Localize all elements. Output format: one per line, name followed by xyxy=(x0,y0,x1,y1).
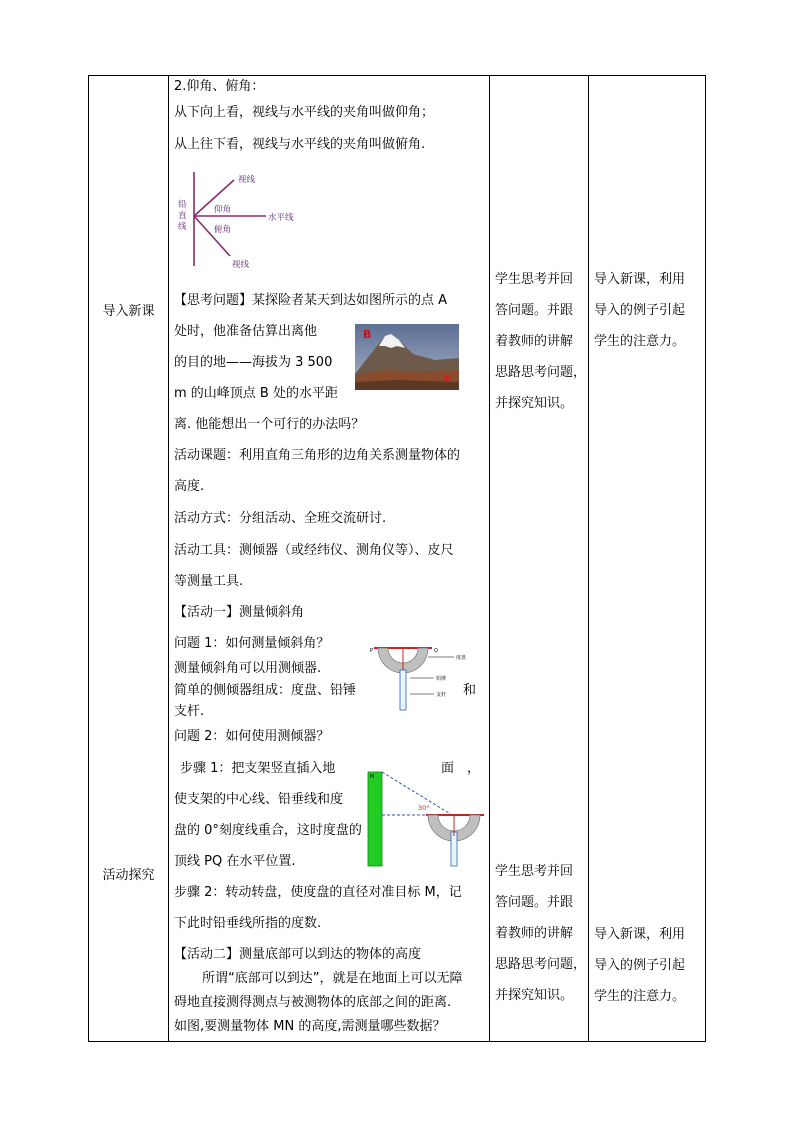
intent-line: 导入的例子引起 xyxy=(594,958,686,973)
student-line: 学生思考并回 xyxy=(495,864,574,879)
angle-elevation-def: 从下向上看，视线与水平线的夹角叫做仰角； xyxy=(174,105,435,120)
design-intent-intro xyxy=(594,264,704,357)
intent-line: 导入的例子引起 xyxy=(594,303,686,318)
step1-line-3: 盘的 0°刻度线重合，这时度盘的 xyxy=(174,823,362,838)
intent-line: 学生的注意力。 xyxy=(594,989,686,1004)
student-line: 学生思考并回 xyxy=(495,272,574,287)
intent-line: 导入新课，利用 xyxy=(594,927,686,942)
label-rod: 支杆 xyxy=(436,692,447,698)
angle-depression-def: 从上往下看，视线与水平线的夹角叫做俯角. xyxy=(174,137,426,152)
photo-label-b: B xyxy=(363,328,372,341)
question-1-answer-c: 支杆. xyxy=(174,704,205,719)
think-line-4: m 的山峰顶点 B 处的水平距 xyxy=(174,386,338,401)
topic-line-2: 高度. xyxy=(174,479,205,494)
student-line: 着教师的讲解 xyxy=(495,334,574,349)
target-pole xyxy=(368,772,382,866)
label-vertical-1: 铅 xyxy=(178,200,187,210)
step1-line-2: 使支架的中心线、铅垂线和度 xyxy=(174,792,344,807)
student-line: 答问题。并跟 xyxy=(495,895,574,910)
design-intent-explore xyxy=(594,919,704,1012)
label-sight-down: 视线 xyxy=(232,260,250,270)
row-label-intro: 导入新课 xyxy=(102,304,155,319)
label-q: Q xyxy=(434,648,438,654)
label-vertical-3: 线 xyxy=(178,222,187,232)
step1-word-mian: 面 xyxy=(441,761,455,776)
label-plate: 度盘 xyxy=(456,655,467,661)
think-line-1: 【思考问题】某探险者某天到达如图所示的点 A xyxy=(174,293,448,308)
mountain-photo xyxy=(355,324,459,390)
activity1-title: 【活动一】测量倾斜角 xyxy=(174,605,305,620)
step1-line-4: 顶线 PQ 在水平位置. xyxy=(174,854,296,869)
step1-comma: ， xyxy=(467,761,481,776)
row-label-activity: 活动探究 xyxy=(102,868,155,883)
label-sight-up: 视线 xyxy=(238,175,256,185)
think-line-3: 的目的地——海拔为 3 500 xyxy=(174,355,333,370)
think-line-5: 离. 他能想出一个可行的办法吗？ xyxy=(174,417,365,432)
clinometer-figure xyxy=(368,642,468,714)
activity2-line-1: 所谓“底部可以到达”，就是在地面上可以无障 xyxy=(202,971,463,986)
question-1: 问题 1：如何测量倾斜角？ xyxy=(174,636,330,651)
think-line-2: 处时，他准备估算出离他 xyxy=(174,324,318,339)
intent-line: 学生的注意力。 xyxy=(594,334,686,349)
label-p: P xyxy=(370,648,374,654)
sight-line-down xyxy=(194,216,230,256)
label-m: M xyxy=(370,774,375,780)
activity2-line-3: 如图,要测量物体 MN 的高度,需测量哪些数据？ xyxy=(174,1019,446,1034)
label-elevation: 仰角 xyxy=(214,205,232,215)
activity2-title: 【活动二】测量底部可以到达的物体的高度 xyxy=(174,947,422,962)
student-line: 答问题。并跟 xyxy=(495,303,574,318)
tools-line-2: 等测量工具. xyxy=(174,574,244,589)
intent-line: 导入新课，利用 xyxy=(594,272,686,287)
student-line: 并探究知识。 xyxy=(495,988,574,1003)
label-depression: 俯角 xyxy=(214,225,232,235)
topic-line-1: 活动课题：利用直角三角形的边角关系测量物体的 xyxy=(174,448,461,463)
col-divider xyxy=(489,76,490,1041)
sight-line xyxy=(382,772,452,815)
student-line: 并探究知识。 xyxy=(495,396,574,411)
student-line: 着教师的讲解 xyxy=(495,926,574,941)
tools-line-1: 活动工具：测倾器（或经纬仪、测角仪等）、皮尺 xyxy=(174,543,454,558)
activity2-line-2: 碍地直接测得测点与被测物体的底部之间的距离. xyxy=(174,995,452,1010)
label-30deg: 30° xyxy=(418,804,430,812)
support-rod xyxy=(451,832,457,866)
step1-line-1: 步骤 1：把支架竖直插入地 xyxy=(180,761,336,776)
label-vertical-2: 直 xyxy=(178,211,187,221)
col-divider xyxy=(168,76,169,1041)
question-2: 问题 2：如何使用测倾器？ xyxy=(174,729,330,744)
student-line: 思路思考问题， xyxy=(495,957,587,972)
student-activity-explore xyxy=(495,856,591,1011)
label-plumb: 铅锤 xyxy=(436,676,447,682)
step2-line-2: 下此时铅垂线所指的度数. xyxy=(174,916,322,931)
method-line: 活动方式：分组活动、全班交流研讨. xyxy=(174,511,387,526)
student-line: 思路思考问题， xyxy=(495,365,587,380)
student-activity-intro xyxy=(495,264,591,419)
label-horizontal: 水平线 xyxy=(268,213,294,223)
question-1-answer-b: 简单的侧倾器组成：度盘、铅锤 xyxy=(174,683,357,698)
step2-line-1: 步骤 2：转动转盘，使度盘的直径对准目标 M，记 xyxy=(174,885,462,900)
angle-figure xyxy=(176,170,306,272)
question-1-and: 和 xyxy=(463,683,477,698)
angle-title: 2.仰角、俯角： xyxy=(174,79,265,94)
question-1-answer-a: 测量倾斜角可以用测倾器. xyxy=(174,661,322,676)
support-rod xyxy=(400,670,406,710)
measurement-figure xyxy=(366,770,488,868)
